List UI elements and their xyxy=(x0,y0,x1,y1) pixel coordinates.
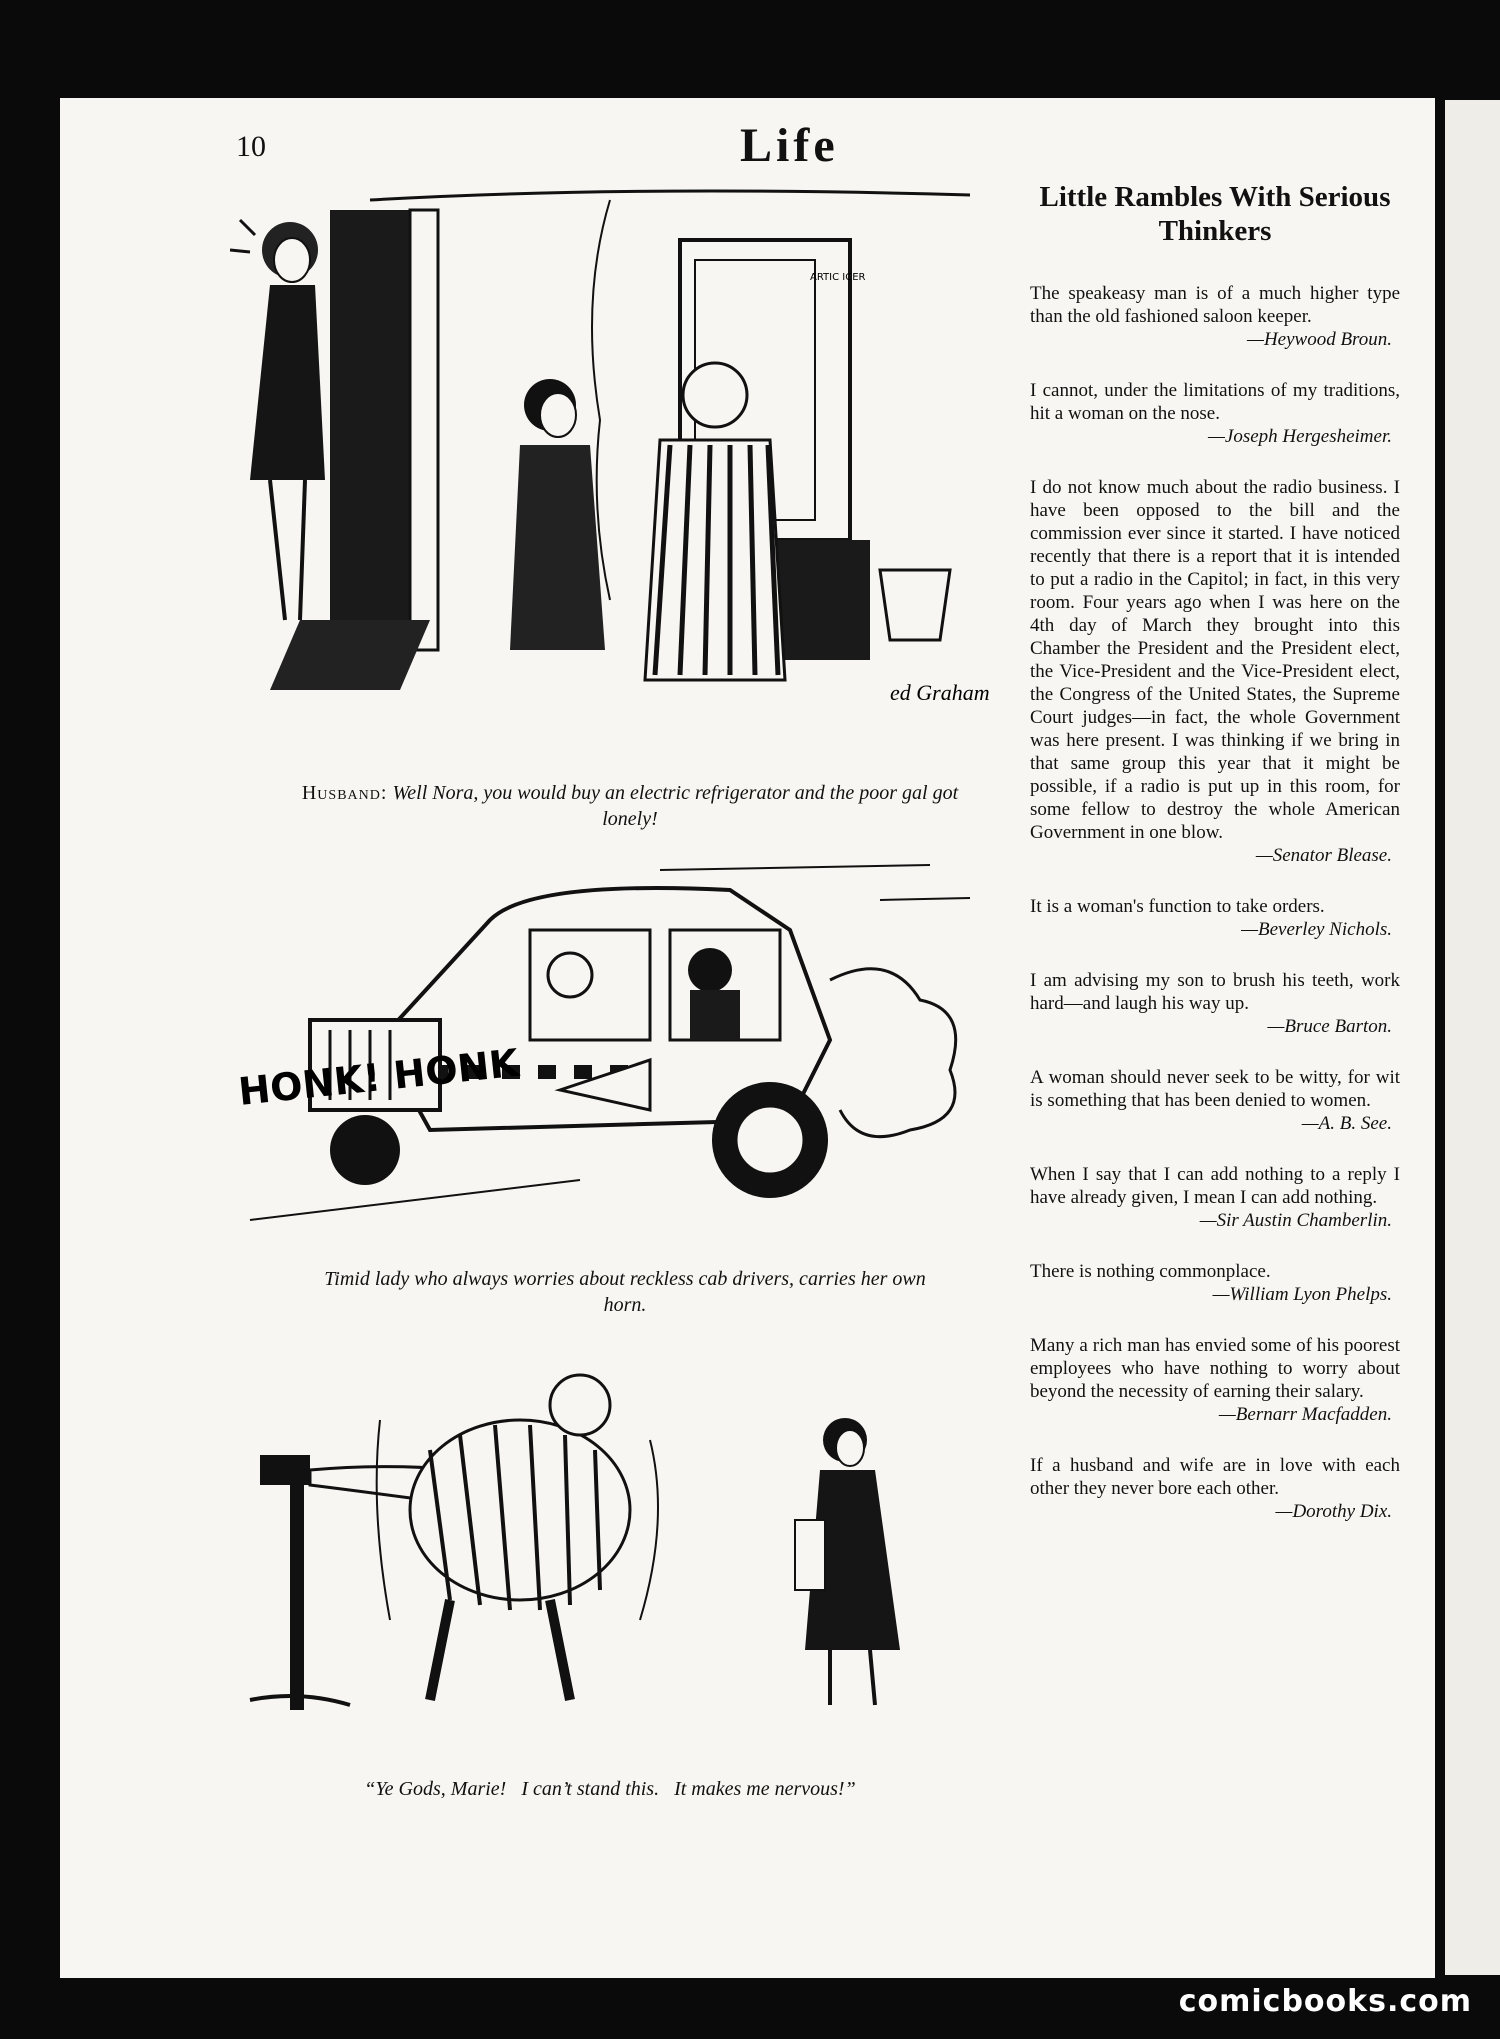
quote-author: —Bernarr Macfadden. xyxy=(1218,1404,1392,1425)
column-title: Little Rambles With Serious Thinkers xyxy=(1039,181,1391,247)
quote-author: —Beverley Nichols. xyxy=(1241,919,1392,940)
cartoon-3-caption: “Ye Gods, Marie! I can’t stand this. It makes me nervous!” xyxy=(364,1778,856,1800)
quote-item xyxy=(1030,1260,1400,1306)
rambles-column xyxy=(1030,180,1400,1551)
caption-text: Well Nora, you would buy an electric refrigerator and the poor gal got lonely! xyxy=(392,782,959,830)
quote-item xyxy=(1030,895,1400,941)
quote-text: If a husband and wife are in love with each other they never bore each other. xyxy=(1030,1455,1400,1499)
quote-item xyxy=(1030,1334,1400,1426)
speaker-label: Husband: xyxy=(301,782,388,804)
appliance-label: ARTIC ICER xyxy=(810,272,866,283)
cartoon-taxi xyxy=(230,860,1030,1260)
quote-author: —Joseph Hergesheimer. xyxy=(1208,426,1392,447)
quote-text: It is a woman's function to take orders. xyxy=(1030,896,1325,917)
quote-author: —William Lyon Phelps. xyxy=(1212,1284,1392,1305)
watermark: comicbooks.com xyxy=(1178,1984,1472,2019)
quote-text: The speakeasy man is of a much higher type than the old fashioned saloon keeper. xyxy=(1030,283,1400,327)
quote-author: —Senator Blease. xyxy=(1255,845,1392,866)
cartoon-1-caption xyxy=(290,780,970,832)
honk-sound-effect: HONK! HONK xyxy=(236,1040,521,1114)
quote-text: I do not know much about the radio business. I have been opposed to the bill and the commission ever since it started. I have noticed recently that there is a report that it is intended to put a radio in the Capitol; in fact, in this very room. Four years ago when I was here on the 4th day of March they brought into this Chamber the President and the President elect, the Vice-President and the Vice-President elect, the Congress of the United States, the Supreme Court judges—in fact, the whole Government was here present. I was thinking if we bring in that same group this year that it might be possible, if a radio is put up in this room, for some fellow to destroy the whole American Government in one blow. xyxy=(1030,477,1400,843)
quote-item xyxy=(1030,1454,1400,1523)
quote-text: When I say that I can add nothing to a reply I have already given, I mean I can add nothing. xyxy=(1030,1164,1400,1208)
quote-author: —Heywood Broun. xyxy=(1247,329,1392,350)
quote-item xyxy=(1030,969,1400,1038)
quote-text: Many a rich man has envied some of his poorest employees who have nothing to worry about beyond the necessity of earning their salary. xyxy=(1030,1335,1400,1402)
quote-text: There is nothing commonplace. xyxy=(1030,1261,1271,1282)
quote-item xyxy=(1030,1066,1400,1135)
quote-author: —Bruce Barton. xyxy=(1267,1016,1392,1037)
adjacent-page-fragments xyxy=(1445,100,1500,1975)
artist-signature: ed Graham xyxy=(890,680,990,705)
quote-list xyxy=(1030,282,1400,1523)
cartoon-vibrator xyxy=(230,1360,1010,1730)
quote-author: —A. B. See. xyxy=(1301,1113,1392,1134)
page-number: 10 xyxy=(236,130,266,163)
masthead: Life xyxy=(740,119,839,172)
cartoon-2-caption: Timid lady who always worries about reckless cab drivers, carries her own horn. xyxy=(324,1268,926,1316)
quote-author: —Sir Austin Chamberlin. xyxy=(1199,1210,1392,1231)
quote-author: —Dorothy Dix. xyxy=(1275,1501,1392,1522)
quote-text: I cannot, under the limitations of my traditions, hit a woman on the nose. xyxy=(1030,380,1400,424)
cartoon-refrigerator xyxy=(230,180,1010,760)
quote-text: A woman should never seek to be witty, for wit is something that has been denied to women. xyxy=(1030,1067,1400,1111)
quote-item xyxy=(1030,282,1400,351)
quote-item xyxy=(1030,476,1400,867)
quote-text: I am advising my son to brush his teeth, work hard—and laugh his way up. xyxy=(1030,970,1400,1014)
quote-item xyxy=(1030,1163,1400,1232)
quote-item xyxy=(1030,379,1400,448)
